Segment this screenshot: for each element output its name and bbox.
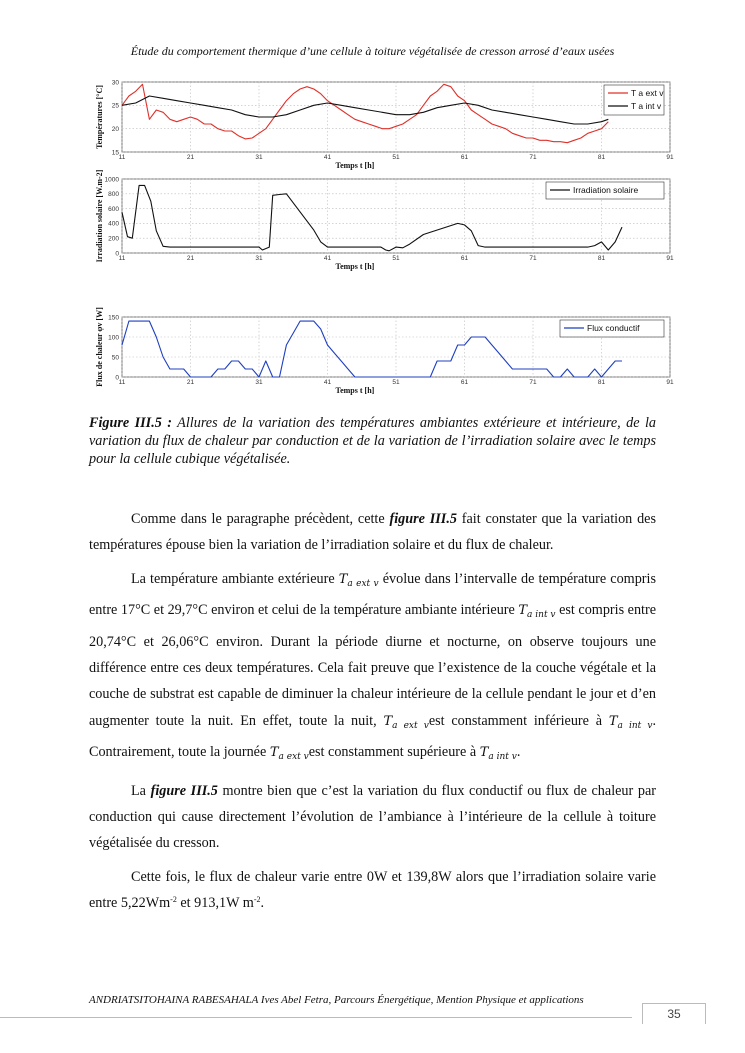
p1-text-b: fait constater que la variation des températures épouse bien la variation de l’irradiation solaire et du flux de chaleur. bbox=[89, 511, 656, 554]
paragraph-1 bbox=[89, 506, 656, 559]
paragraph-3 bbox=[89, 778, 656, 857]
legend-label: T a int v bbox=[631, 101, 662, 111]
p1-text-a: Comme dans le paragraphe précèdent, cette bbox=[131, 511, 390, 527]
paragraph-2 bbox=[89, 566, 656, 771]
p2-text-c: est compris entre 20,74°C et 26,06°C environ. Durant la période diurne et nocturne, on observe toujours une différence entre ces deux températures. Cela fait preuve que l’existence de la couche végétale et la couche de substrat est capable de diminuer la chaleur intérieure de la cellule pendant le jour et d’en augmenter toute la nuit. En effet, toute la nuit, bbox=[89, 602, 657, 729]
var-symbol: T bbox=[608, 713, 618, 729]
y-tick-label: 50 bbox=[111, 354, 119, 362]
x-tick-label: 31 bbox=[255, 379, 263, 386]
var-t-int bbox=[518, 603, 556, 621]
var-symbol: T bbox=[518, 603, 528, 619]
x-tick-label: 71 bbox=[529, 255, 537, 262]
y-tick-label: 400 bbox=[108, 220, 119, 228]
x-tick-label: 71 bbox=[529, 379, 537, 386]
y-tick-label: 800 bbox=[108, 191, 119, 199]
x-tick-label: 41 bbox=[323, 255, 332, 262]
var-subscript: a int v bbox=[617, 720, 653, 731]
x-tick-label: 51 bbox=[392, 255, 400, 262]
y-tick-label: 0 bbox=[115, 250, 119, 258]
x-tick-label: 71 bbox=[529, 154, 537, 161]
body-text bbox=[89, 506, 656, 924]
figure-charts bbox=[88, 76, 678, 406]
legend-label: T a ext v bbox=[631, 88, 664, 98]
caption-text: Allures de la variation des températures ambiantes extérieure et intérieure, de la variation du flux de chaleur par conduction et de la variation de l’irradiation solaire avec le temps pour la cellule cubique végétalisée. bbox=[89, 415, 656, 467]
chart-panel-3 bbox=[95, 307, 674, 395]
p2-text-b: évolue dans l’intervalle de température compris entre 17°C et 29,7°C environ et celui de la température ambiante intérieure bbox=[89, 570, 656, 619]
p3-text-a: La bbox=[131, 782, 151, 799]
var-subscript: a int v bbox=[488, 752, 517, 763]
caption-label: Figure III.5 : bbox=[89, 415, 172, 431]
legend-label: Irradiation solaire bbox=[573, 185, 639, 195]
var-t-int bbox=[609, 714, 653, 729]
y-tick-label: 600 bbox=[108, 205, 119, 213]
x-tick-label: 61 bbox=[460, 379, 469, 386]
var-symbol: T bbox=[269, 745, 279, 761]
y-axis-label: Températures [°C] bbox=[95, 85, 104, 149]
x-axis-label: Temps t [h] bbox=[335, 161, 375, 170]
x-tick-label: 91 bbox=[666, 255, 674, 262]
y-tick-label: 100 bbox=[108, 334, 119, 342]
x-tick-label: 41 bbox=[323, 154, 332, 161]
y-axis-label: Irradiation solaire [W.m-2] bbox=[95, 169, 104, 263]
x-tick-label: 81 bbox=[597, 154, 606, 161]
running-header: Étude du comportement thermique d’une cellule à toiture végétalisée de cresson arrosé d’eaux usées bbox=[130, 44, 615, 58]
x-tick-label: 31 bbox=[255, 154, 263, 161]
x-tick-label: 21 bbox=[186, 255, 195, 262]
p2-text-d: est constamment inférieure à bbox=[428, 712, 609, 729]
figure-caption bbox=[89, 414, 656, 468]
x-tick-label: 91 bbox=[666, 379, 674, 386]
var-subscript: a ext v bbox=[278, 752, 309, 763]
var-t-ext bbox=[339, 572, 379, 587]
p2-text-f: est constamment supérieure à bbox=[308, 744, 480, 761]
y-tick-label: 15 bbox=[111, 149, 119, 157]
var-subscript: a int v bbox=[527, 610, 556, 621]
p3-text-b: montre bien que c’est la variation du flux conductif ou flux de chaleur par conduction qui cause directement l’évolution de l’ambiance à l’intérieure de la cellule à toiture végétalisée du cresson. bbox=[89, 782, 656, 852]
figure-ref: figure III.5 bbox=[389, 511, 457, 527]
y-axis-label: Flux de chaleur φv [W] bbox=[95, 307, 104, 387]
page-number: 35 bbox=[642, 1003, 706, 1024]
y-tick-label: 25 bbox=[111, 102, 119, 110]
figure-iii-5 bbox=[88, 76, 678, 406]
x-tick-label: 51 bbox=[392, 154, 400, 161]
x-tick-label: 61 bbox=[460, 154, 469, 161]
var-symbol: T bbox=[479, 745, 489, 761]
x-tick-label: 11 bbox=[118, 255, 126, 262]
x-tick-label: 91 bbox=[666, 154, 674, 161]
legend-label: Flux conductif bbox=[587, 323, 640, 333]
x-tick-label: 11 bbox=[118, 154, 126, 161]
chart-panel-1 bbox=[95, 79, 674, 170]
x-tick-label: 21 bbox=[186, 154, 195, 161]
y-tick-label: 30 bbox=[111, 79, 119, 87]
p2-text-a: La température ambiante extérieure bbox=[131, 570, 339, 587]
paragraph-4 bbox=[89, 864, 656, 917]
p4-text-c: . bbox=[260, 895, 265, 912]
x-tick-label: 51 bbox=[392, 379, 400, 386]
chart-panel-2 bbox=[95, 169, 674, 271]
p2-text-e: . Contrairement, toute la journée bbox=[89, 712, 656, 761]
y-tick-label: 150 bbox=[108, 314, 119, 322]
p4-text-a: Cette fois, le flux de chaleur varie entre 0W et 139,8W alors que l’irradiation solaire varie entre 5,22Wm bbox=[89, 868, 656, 912]
x-tick-label: 11 bbox=[118, 379, 126, 386]
x-axis-label: Temps t [h] bbox=[335, 386, 375, 395]
x-tick-label: 81 bbox=[597, 255, 606, 262]
var-symbol: T bbox=[338, 571, 348, 587]
y-tick-label: 1000 bbox=[104, 176, 119, 184]
figure-ref: figure III.5 bbox=[150, 782, 218, 799]
x-tick-label: 61 bbox=[460, 255, 469, 262]
x-tick-label: 31 bbox=[255, 255, 263, 262]
y-tick-label: 0 bbox=[115, 374, 119, 382]
var-t-int bbox=[479, 745, 517, 763]
exponent: -2 bbox=[253, 895, 261, 905]
x-tick-label: 21 bbox=[186, 379, 195, 386]
p2-text-g: . bbox=[516, 744, 521, 761]
x-tick-label: 41 bbox=[323, 379, 332, 386]
y-tick-label: 20 bbox=[111, 125, 119, 133]
exponent: -2 bbox=[170, 895, 177, 905]
var-symbol: T bbox=[383, 713, 393, 729]
var-subscript: a ext v bbox=[347, 578, 379, 589]
x-tick-label: 81 bbox=[597, 379, 606, 386]
var-t-ext bbox=[269, 745, 309, 763]
footer-author: ANDRIATSITOHAINA RABESAHALA Ives Abel Fetra, Parcours Énergétique, Mention Physique et applications bbox=[89, 994, 584, 1006]
y-tick-label: 200 bbox=[108, 235, 119, 243]
var-subscript: a ext v bbox=[392, 720, 429, 731]
footer-divider bbox=[0, 1017, 632, 1018]
var-t-ext bbox=[383, 714, 428, 729]
p4-text-b: et 913,1W m bbox=[176, 895, 254, 912]
x-axis-label: Temps t [h] bbox=[335, 262, 375, 271]
